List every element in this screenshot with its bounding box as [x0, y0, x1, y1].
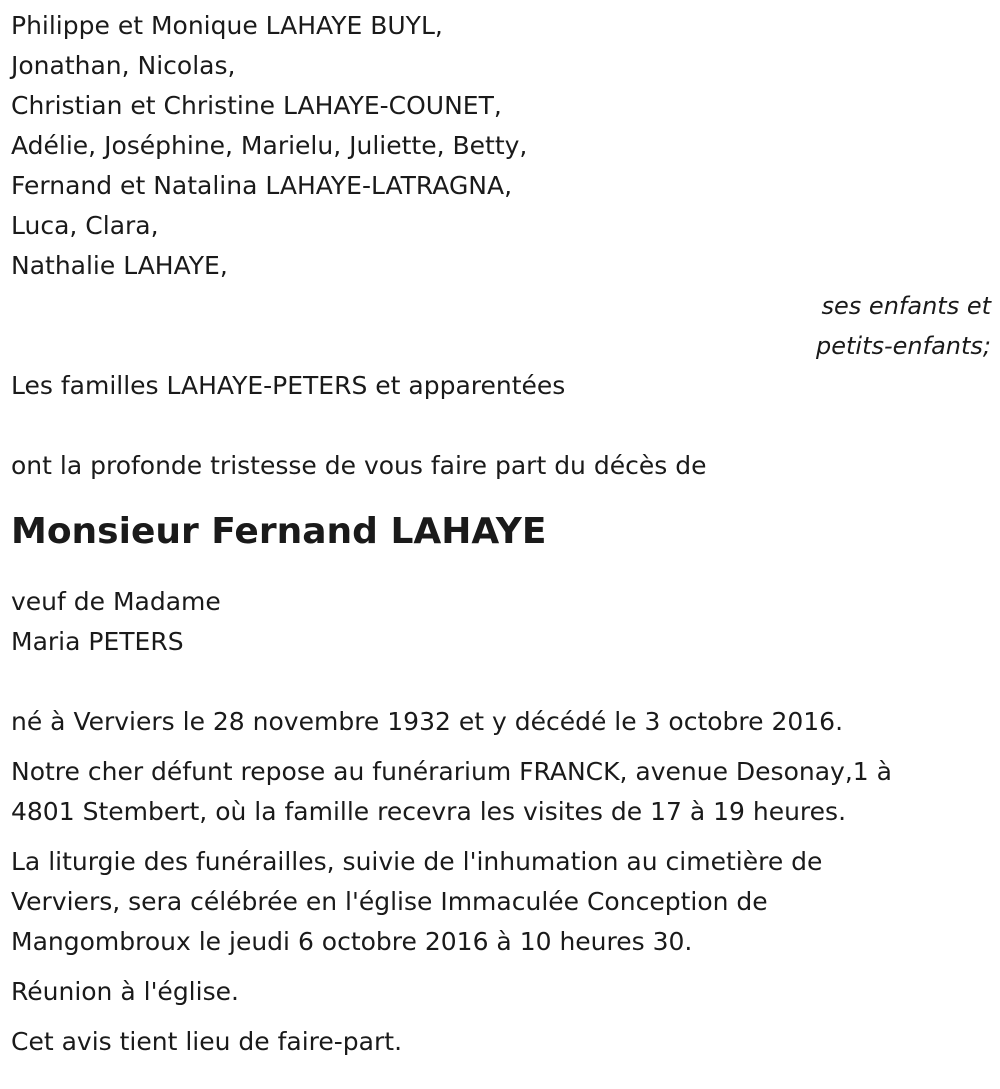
family-list	[11, 6, 991, 286]
family-line: Adélie, Joséphine, Marielu, Juliette, Betty,	[11, 131, 528, 160]
widow-info	[11, 582, 991, 662]
widow-line: Maria PETERS	[11, 627, 184, 656]
deceased-name: Monsieur Fernand LAHAYE	[11, 511, 547, 552]
widow-line: veuf de Madame	[11, 587, 221, 616]
family-role	[11, 286, 991, 366]
liturgy-line: La liturgie des funérailles, suivie de l'inhumation au cimetière de	[11, 847, 823, 876]
repose-line: 4801 Stembert, où la famille recevra les visites de 17 à 19 heures.	[11, 797, 847, 826]
repose-line: Notre cher défunt repose au funérarium FRANCK, avenue Desonay,1 à	[11, 757, 892, 786]
family-role-line: petits-enfants;	[816, 332, 991, 360]
announcement-text: ont la profonde tristesse de vous faire part du décès de	[11, 451, 707, 480]
meeting-line: Réunion à l'église.	[11, 977, 239, 1006]
birth-death-line: né à Verviers le 28 novembre 1932 et y décédé le 3 octobre 2016.	[11, 707, 844, 736]
family-line: Nathalie LAHAYE,	[11, 251, 228, 280]
liturgy-line: Mangombroux le jeudi 6 octobre 2016 à 10 heures 30.	[11, 927, 693, 956]
family-role-line: ses enfants et	[821, 292, 991, 320]
closing-line: Cet avis tient lieu de faire-part.	[11, 1027, 403, 1056]
liturgy-line: Verviers, sera célébrée en l'église Immaculée Conception de	[11, 887, 768, 916]
relatives-line: Les familles LAHAYE-PETERS et apparentées	[11, 371, 566, 400]
details	[11, 702, 991, 1062]
family-line: Fernand et Natalina LAHAYE-LATRAGNA,	[11, 171, 513, 200]
family-line: Philippe et Monique LAHAYE BUYL,	[11, 11, 443, 40]
family-line: Jonathan, Nicolas,	[11, 51, 236, 80]
family-line: Luca, Clara,	[11, 211, 159, 240]
death-notice	[11, 6, 991, 1062]
family-line: Christian et Christine LAHAYE-COUNET,	[11, 91, 502, 120]
